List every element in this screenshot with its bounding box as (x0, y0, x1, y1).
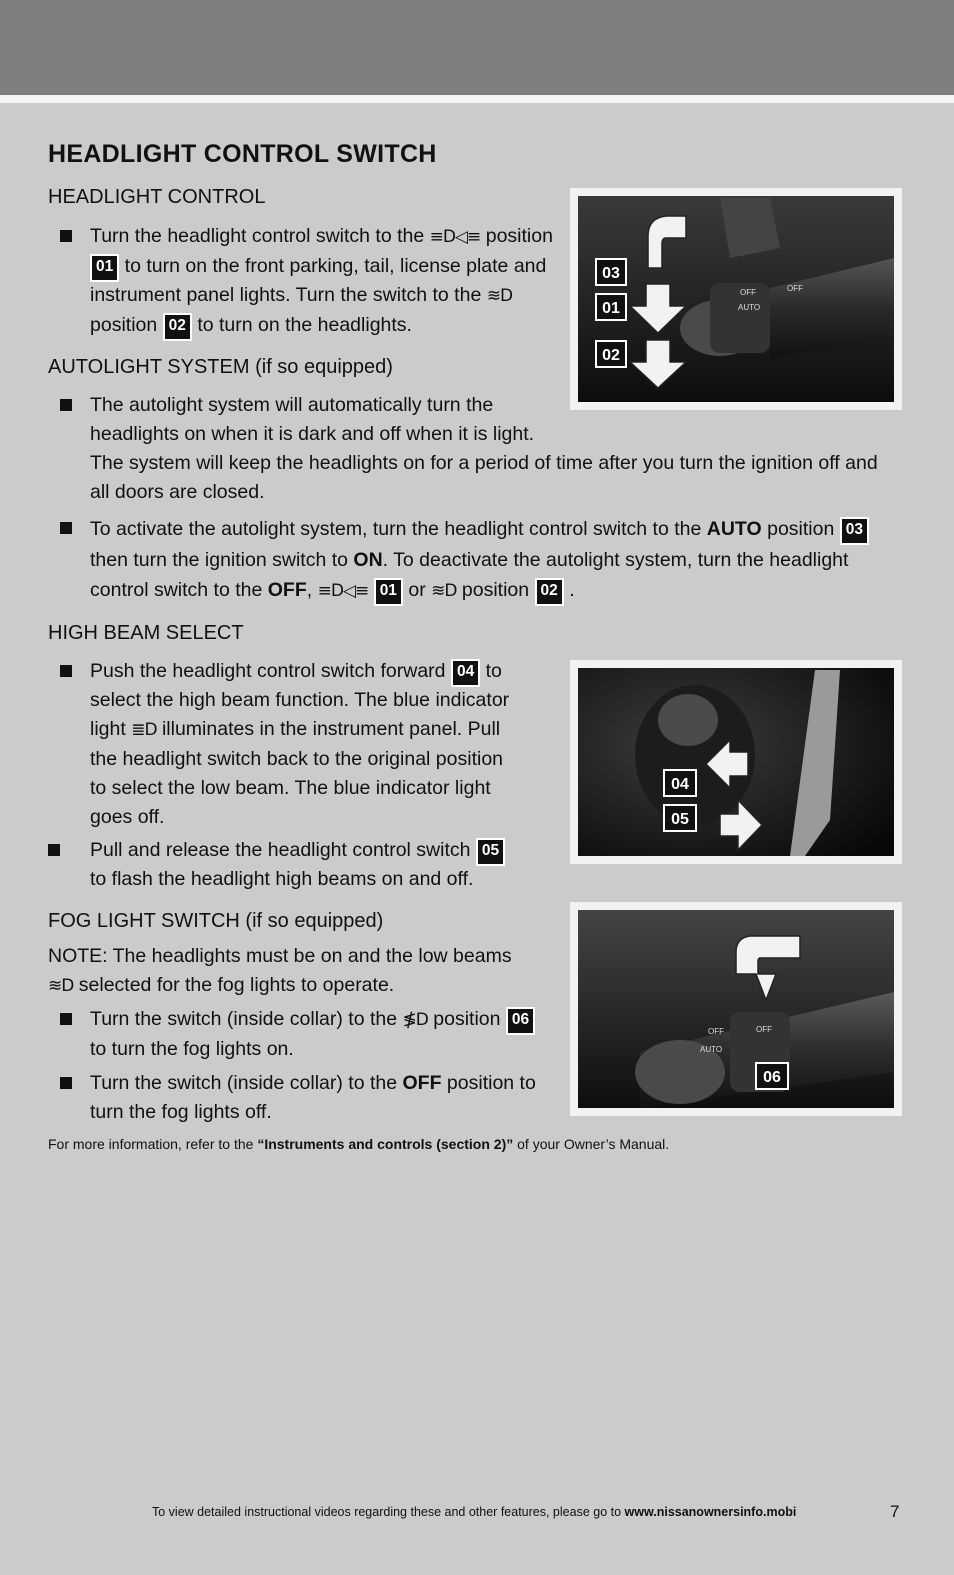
callout-02: 02 (537, 580, 562, 604)
callout-06: 06 (763, 1069, 781, 1086)
bullet-marker (60, 1013, 72, 1025)
footer-link[interactable]: www.nissanownersinfo.mobi (624, 1505, 797, 1519)
callout-04: 04 (671, 776, 689, 793)
header-rule (0, 95, 954, 103)
section-heading-headlight-control: HEADLIGHT CONTROL (48, 186, 266, 208)
photo-headlight-switch (570, 188, 902, 410)
fog-light-icon: ≸D (402, 1010, 428, 1030)
callout-03: 03 (842, 519, 867, 543)
footer-text: To view detailed instructional videos regarding these and other features, please go to www.nissanownersinfo.mobi (152, 1505, 797, 1519)
switch-label-auto: AUTO (700, 1045, 723, 1054)
bullet-marker (60, 1077, 72, 1089)
switch-label-off: OFF (708, 1027, 724, 1036)
photo-fog-light (570, 902, 902, 1116)
callout-02: 02 (602, 347, 620, 364)
switch-label-fog-off: OFF (787, 284, 803, 293)
callout-02: 02 (165, 315, 190, 339)
bullet-marker (60, 665, 72, 677)
callout-06: 06 (508, 1009, 533, 1033)
callout-01: 01 (602, 300, 620, 317)
callout-05: 05 (671, 811, 689, 828)
parking-lights-icon: ≡D◁≡ (317, 581, 369, 601)
callout-01: 01 (92, 256, 117, 280)
page-number: 7 (890, 1502, 900, 1521)
photo-high-beam (570, 660, 902, 864)
bullet-marker (60, 522, 72, 534)
section-heading-high-beam: HIGH BEAM SELECT (48, 622, 244, 644)
low-beam-icon: ≋D (431, 581, 457, 601)
switch-label-off: OFF (740, 288, 756, 297)
switch-label-fog-off: OFF (756, 1025, 772, 1034)
high-beam-icon: ≣D (131, 720, 157, 740)
section-heading-fog-light: FOG LIGHT SWITCH (if so equipped) (48, 910, 384, 932)
bullet-marker (48, 844, 60, 856)
footnote: For more information, refer to the “Instruments and controls (section 2)” of your Owner’s Manual. (48, 1136, 670, 1152)
low-beam-icon: ≋D (486, 286, 513, 306)
bullet-marker (60, 399, 72, 411)
switch-label-auto: AUTO (738, 303, 761, 312)
callout-04: 04 (453, 661, 478, 685)
callout-01: 01 (376, 580, 401, 604)
parking-lights-icon: ≡D◁≡ (429, 227, 481, 247)
callout-03: 03 (602, 265, 620, 282)
fog-note: NOTE: The headlights must be on and the low beams ≋D selected for the fog lights to operate. (48, 942, 538, 1001)
callout-05: 05 (478, 840, 503, 864)
header-band (0, 0, 954, 95)
section-heading-autolight: AUTOLIGHT SYSTEM (if so equipped) (48, 356, 393, 378)
low-beam-icon: ≋D (48, 976, 74, 996)
page-title: HEADLIGHT CONTROL SWITCH (48, 140, 437, 168)
bullet-marker (60, 230, 72, 242)
